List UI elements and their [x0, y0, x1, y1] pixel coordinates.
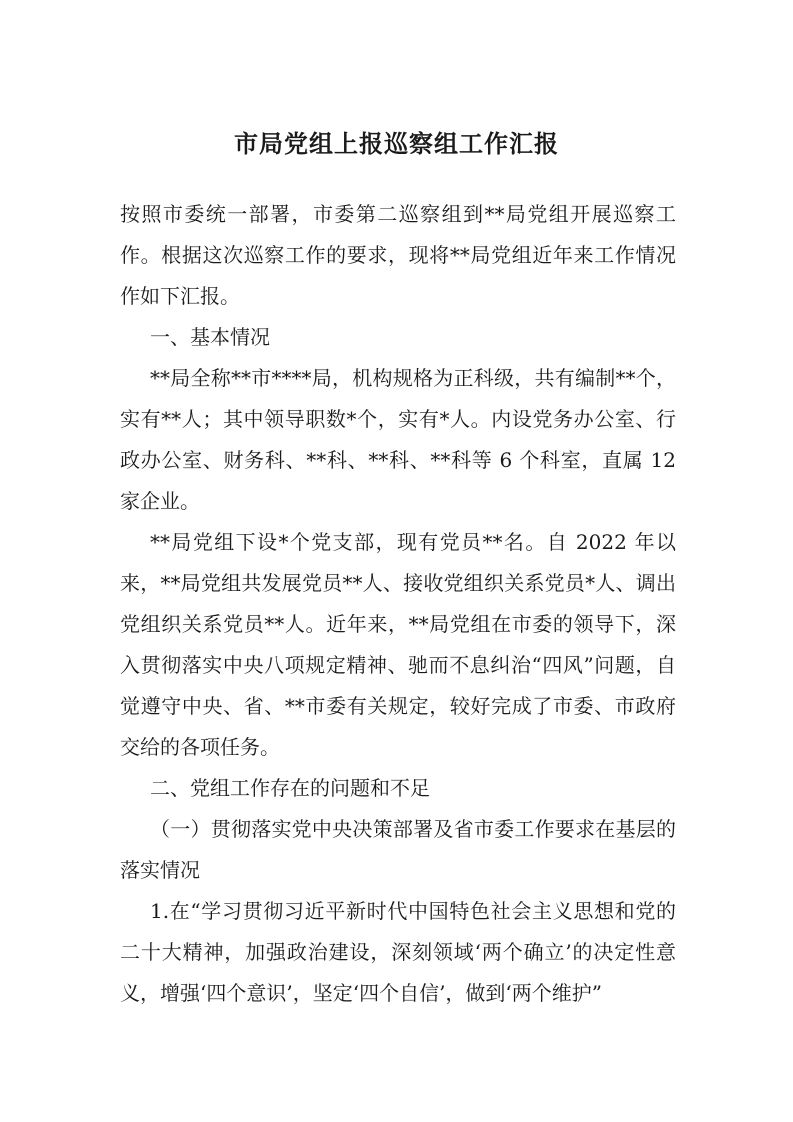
document-title: 市局党组上报巡察组工作汇报	[234, 129, 559, 158]
section-heading-problems: 二、党组工作存在的问题和不足	[150, 776, 430, 800]
subsection-heading-implementation: （一）贯彻落实党中央决策部署及省市委工作要求在基层的落实情况	[120, 817, 676, 882]
paragraph-item-1: 1.在“学习贯彻习近平新时代中国特色社会主义思想和党的二十大精神，加强政治建设，深刻领域‘两个确立’的决定性意义，增强‘四个意识’，坚定‘四个自信’，做到‘两个维护”	[120, 899, 676, 1005]
paragraph-party-branch-info: **局党组下设*个党支部，现有党员**名。自 2022 年以来，**局党组共发展党员**人、接收党组织关系党员*人、调出党组织关系党员**人。近年来，**局党组在市委的领导下，深入贯彻落实中央八项规定精神、驰而不息纠治“四风”问题，自觉遵守中央、省、**市委有关规定，较好完成了市委、市政府交给的各项任务。	[120, 530, 676, 759]
section-heading-basic-situation: 一、基本情况	[150, 325, 270, 349]
document-body	[120, 194, 676, 1014]
intro-paragraph: 按照市委统一部署，市委第二巡察组到**局党组开展巡察工作。根据这次巡察工作的要求，现将**局党组近年来工作情况作如下汇报。	[120, 202, 676, 308]
paragraph-institution-info: **局全称**市****局，机构规格为正科级，共有编制**个，实有**人；其中领导职数*个，实有*人。内设党务办公室、行政办公室、财务科、**科、**科、**科等 6 个科室，直属 12 家企业。	[120, 366, 676, 513]
